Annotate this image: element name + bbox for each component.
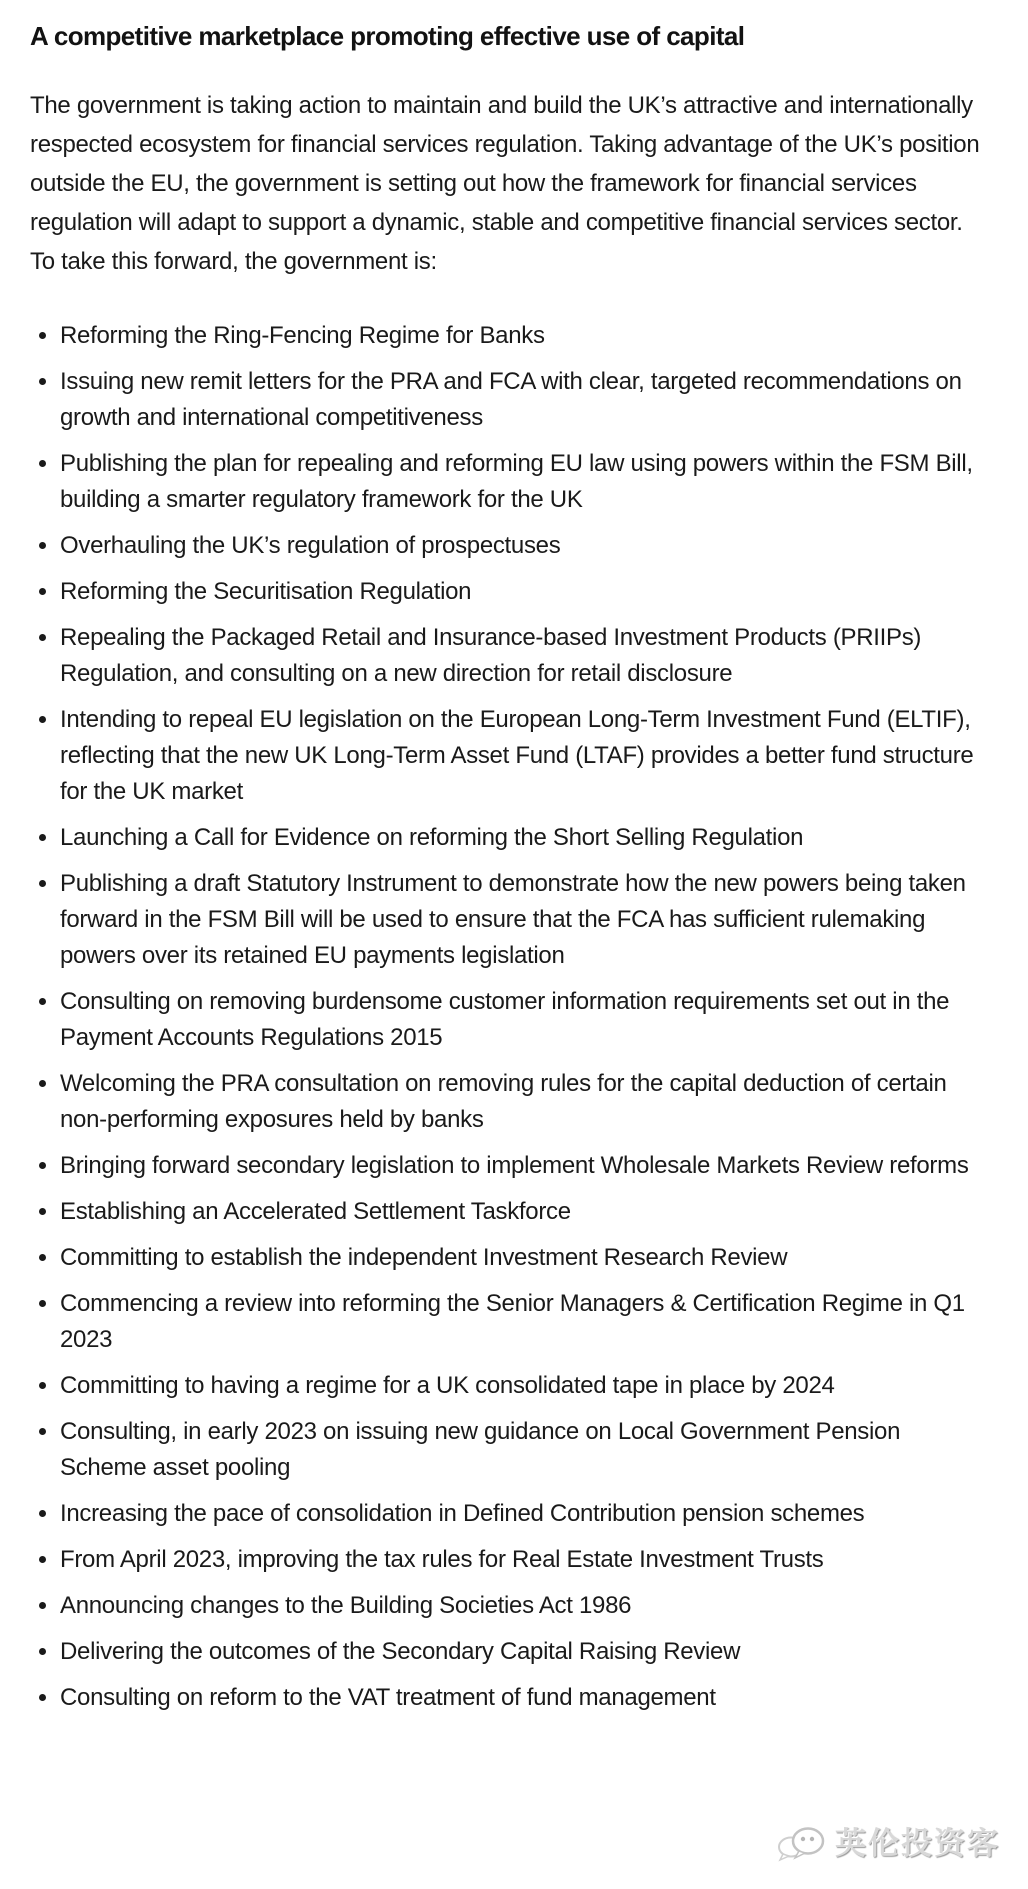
list-item: Bringing forward secondary legislation to implement Wholesale Markets Review reforms [60,1148,982,1184]
list-item: Intending to repeal EU legislation on the European Long-Term Investment Fund (ELTIF), reflecting that the new UK Long-Term Asset Fund (LTAF) provides a better fund structure for the UK market [60,702,982,810]
intro-paragraph: The government is taking action to maintain and build the UK’s attractive and internationally respected ecosystem for financial services regulation. Taking advantage of the UK’s position outside the EU, the government is setting out how the framework for financial services regulation will adapt to support a dynamic, stable and competitive financial services sector. To take this forward, the government is: [30,91,980,275]
list-item: Commencing a review into reforming the Senior Managers & Certification Regime in Q1 2023 [60,1286,982,1358]
list-item: Launching a Call for Evidence on reforming the Short Selling Regulation [60,820,982,856]
wechat-icon [777,1817,829,1863]
list-item: Establishing an Accelerated Settlement Taskforce [60,1194,982,1230]
list-item: Committing to establish the independent Investment Research Review [60,1240,982,1276]
list-item: Publishing a draft Statutory Instrument to demonstrate how the new powers being taken forward in the FSM Bill will be used to ensure that the FCA has sufficient rulemaking powers over its retained EU payments legislation [60,866,982,974]
watermark [777,1817,1000,1863]
page-title: A competitive marketplace promoting effective use of capital [30,21,745,51]
list-item: Issuing new remit letters for the PRA and FCA with clear, targeted recommendations on growth and international competitiveness [60,364,982,436]
list-item: Consulting on removing burdensome customer information requirements set out in the Payment Accounts Regulations 2015 [60,984,982,1056]
list-item: Delivering the outcomes of the Secondary Capital Raising Review [60,1634,982,1670]
list-item: Reforming the Securitisation Regulation [60,574,982,610]
list-item: Reforming the Ring-Fencing Regime for Banks [60,318,982,354]
action-list [30,318,982,1716]
list-item: Consulting, in early 2023 on issuing new guidance on Local Government Pension Scheme asset pooling [60,1414,982,1486]
list-item: From April 2023, improving the tax rules for Real Estate Investment Trusts [60,1542,982,1578]
list-item: Overhauling the UK’s regulation of prospectuses [60,528,982,564]
list-item: Consulting on reform to the VAT treatment of fund management [60,1680,982,1716]
list-item: Welcoming the PRA consultation on removing rules for the capital deduction of certain non-performing exposures held by banks [60,1066,982,1138]
list-item: Committing to having a regime for a UK consolidated tape in place by 2024 [60,1368,982,1404]
list-item: Repealing the Packaged Retail and Insurance-based Investment Products (PRIIPs) Regulation, and consulting on a new direction for retail disclosure [60,620,982,692]
list-item: Publishing the plan for repealing and reforming EU law using powers within the FSM Bill, building a smarter regulatory framework for the UK [60,446,982,518]
list-item: Increasing the pace of consolidation in Defined Contribution pension schemes [60,1496,982,1532]
list-item: Announcing changes to the Building Societies Act 1986 [60,1588,982,1624]
watermark-text: 英伦投资客 [835,1825,1000,1861]
